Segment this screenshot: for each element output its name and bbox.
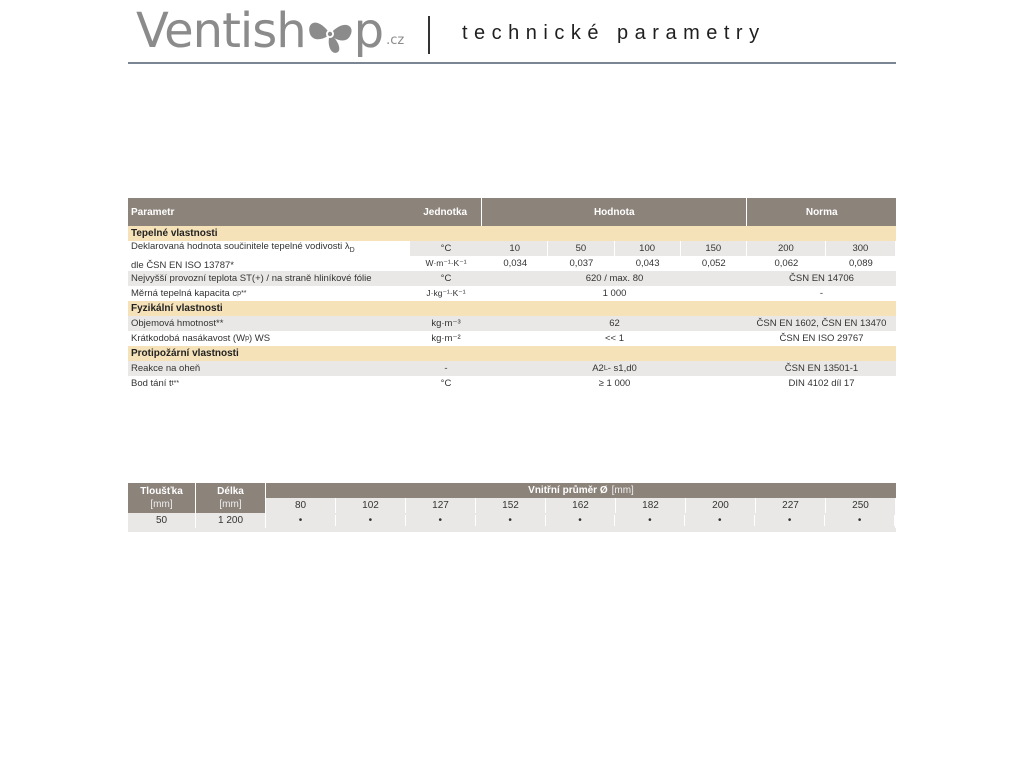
- logo-text: Ventish: [136, 3, 306, 59]
- availability-dot: •: [476, 515, 546, 526]
- row-value-text: A2: [592, 363, 604, 374]
- lambda-value: 0,043: [635, 258, 660, 269]
- row-unit: kg·m⁻³: [431, 318, 461, 329]
- row-norm: DIN 4102 díl 17: [788, 378, 855, 389]
- diameter-col: 200: [686, 498, 756, 513]
- availability-dot: •: [546, 515, 616, 526]
- col-header-diameter: [266, 483, 896, 513]
- row-label-text: Měrná tepelná kapacita c: [131, 288, 238, 299]
- lambda-label-line2: dle ČSN EN ISO 13787*: [131, 259, 234, 271]
- thickness-unit: [mm]: [150, 499, 173, 510]
- lambda-temps-row: [482, 241, 896, 256]
- header-separator: [428, 16, 430, 54]
- table-row-reaction: [128, 361, 896, 376]
- row-unit: kg·m⁻²: [431, 333, 461, 344]
- row-label-sub: p: [245, 335, 249, 342]
- diameter-col: 182: [616, 498, 686, 513]
- table-row-melting: [128, 376, 896, 391]
- table-row-heat-capacity: [128, 286, 896, 301]
- availability-dot: •: [336, 515, 406, 526]
- row-value: << 1: [604, 333, 625, 344]
- dimensions-table: [128, 483, 896, 532]
- diameter-col: 227: [756, 498, 826, 513]
- row-label: Objemová hmotnost**: [131, 318, 224, 329]
- lambda-values-grid: [482, 241, 896, 271]
- row-norm: ČSN EN 14706: [789, 273, 854, 284]
- row-label-sub: t: [171, 380, 174, 387]
- col-header-parameter: Parametr: [131, 206, 175, 218]
- thickness-value: 50: [128, 513, 196, 528]
- row-value: 62: [609, 318, 620, 329]
- lambda-temp: 100: [615, 241, 681, 256]
- table-bottom-strip: [128, 528, 896, 532]
- lambda-unit-cond: W·m⁻¹·K⁻¹: [425, 258, 467, 268]
- lambda-value: 0,062: [774, 258, 799, 269]
- diameter-columns: [266, 498, 896, 513]
- diameter-unit: [mm]: [611, 485, 634, 496]
- row-label-text: Krátkodobá nasákavost (W: [131, 333, 246, 344]
- row-label: [128, 331, 410, 346]
- row-norm: ČSN EN ISO 29767: [779, 333, 864, 344]
- section-fire: Protipožární vlastnosti: [128, 346, 896, 361]
- table-row-lambda: [128, 241, 896, 271]
- row-value: 620 / max. 80: [585, 273, 644, 284]
- length-label: Délka: [217, 486, 244, 497]
- availability-dot: •: [825, 515, 895, 526]
- availability-dot: •: [755, 515, 825, 526]
- logo-tld: .cz: [386, 33, 405, 48]
- lambda-label: [128, 241, 410, 271]
- row-value: ≥ 1 000: [598, 378, 631, 389]
- row-label-text: Bod tání t: [131, 378, 172, 389]
- fan-icon: [304, 12, 356, 56]
- row-unit: °C: [440, 273, 452, 284]
- row-label-sub: p: [237, 290, 242, 297]
- row-value: 1 000: [602, 288, 627, 299]
- diameter-title: [266, 483, 896, 498]
- section-physical: Fyzikální vlastnosti: [128, 301, 896, 316]
- lambda-temp: 50: [548, 241, 614, 256]
- diameter-col: 127: [406, 498, 476, 513]
- col-header-value: Hodnota: [482, 198, 747, 226]
- page-header: [128, 0, 896, 64]
- lambda-temp: 300: [826, 241, 896, 256]
- dimensions-header: [128, 483, 896, 513]
- row-label-sup: **: [241, 290, 247, 297]
- row-norm: ČSN EN 13501-1: [784, 363, 859, 374]
- row-label: Reakce na oheň: [131, 363, 201, 374]
- length-value: 1 200: [196, 513, 266, 528]
- diameter-col: 80: [266, 498, 336, 513]
- diameter-col: 162: [546, 498, 616, 513]
- logo-text-p: p: [353, 3, 385, 59]
- lambda-temp: 10: [482, 241, 548, 256]
- lambda-unit-temp: °C: [410, 241, 482, 256]
- technical-parameters-table: [128, 198, 896, 391]
- row-label-post: ) WS: [248, 333, 271, 344]
- lambda-value: 0,052: [701, 258, 726, 269]
- col-header-thickness: [128, 483, 196, 513]
- page-title: technické parametry: [462, 22, 766, 44]
- table-header-row: [128, 198, 896, 226]
- availability-marks: [266, 513, 896, 528]
- row-unit: J·kg⁻¹·K⁻¹: [426, 288, 466, 298]
- row-norm: ČSN EN 1602, ČSN EN 13470: [756, 318, 887, 329]
- lambda-values-row: [482, 256, 896, 271]
- diameter-label: Vnitřní průměr Ø: [528, 485, 608, 496]
- diameter-col: 152: [476, 498, 546, 513]
- lambda-temp: 200: [747, 241, 826, 256]
- availability-dot: •: [406, 515, 476, 526]
- lambda-value: 0,037: [569, 258, 594, 269]
- row-value-post: - s1,d0: [607, 363, 637, 374]
- availability-dot: •: [685, 515, 755, 526]
- diameter-col: 250: [826, 498, 896, 513]
- col-header-unit: Jednotka: [409, 198, 482, 226]
- table-row-max-temp: [128, 271, 896, 286]
- row-unit: -: [444, 363, 448, 374]
- row-value-sub: L: [603, 365, 608, 372]
- col-header-length: [196, 483, 266, 513]
- col-header-norm: Norma: [805, 206, 838, 218]
- row-value: [482, 361, 747, 376]
- table-row-absorption: [128, 331, 896, 346]
- row-label: [128, 376, 410, 391]
- availability-dot: •: [266, 515, 336, 526]
- length-unit: [mm]: [219, 499, 242, 510]
- row-unit: °C: [440, 378, 452, 389]
- row-norm: -: [819, 288, 824, 299]
- lambda-value: 0,089: [848, 258, 873, 269]
- availability-dot: •: [615, 515, 685, 526]
- lambda-temp: 150: [681, 241, 747, 256]
- lambda-sub: D: [349, 246, 355, 254]
- row-label-sup: **: [173, 380, 180, 387]
- row-label: Nejvyšší provozní teplota ST(+) / na straně hliníkové fólie: [131, 273, 372, 284]
- section-thermal: Tepelné vlastnosti: [128, 226, 896, 241]
- lambda-units: [410, 241, 482, 271]
- thickness-label: Tloušťka: [140, 486, 183, 497]
- lambda-label-line1: Deklarovaná hodnota součinitele tepelné vodivosti λ: [131, 241, 350, 253]
- row-label: [128, 286, 410, 301]
- table-row: [128, 513, 896, 528]
- table-row-density: [128, 316, 896, 331]
- ventishop-logo[interactable]: [136, 2, 404, 60]
- diameter-col: 102: [336, 498, 406, 513]
- lambda-value: 0,034: [503, 258, 528, 269]
